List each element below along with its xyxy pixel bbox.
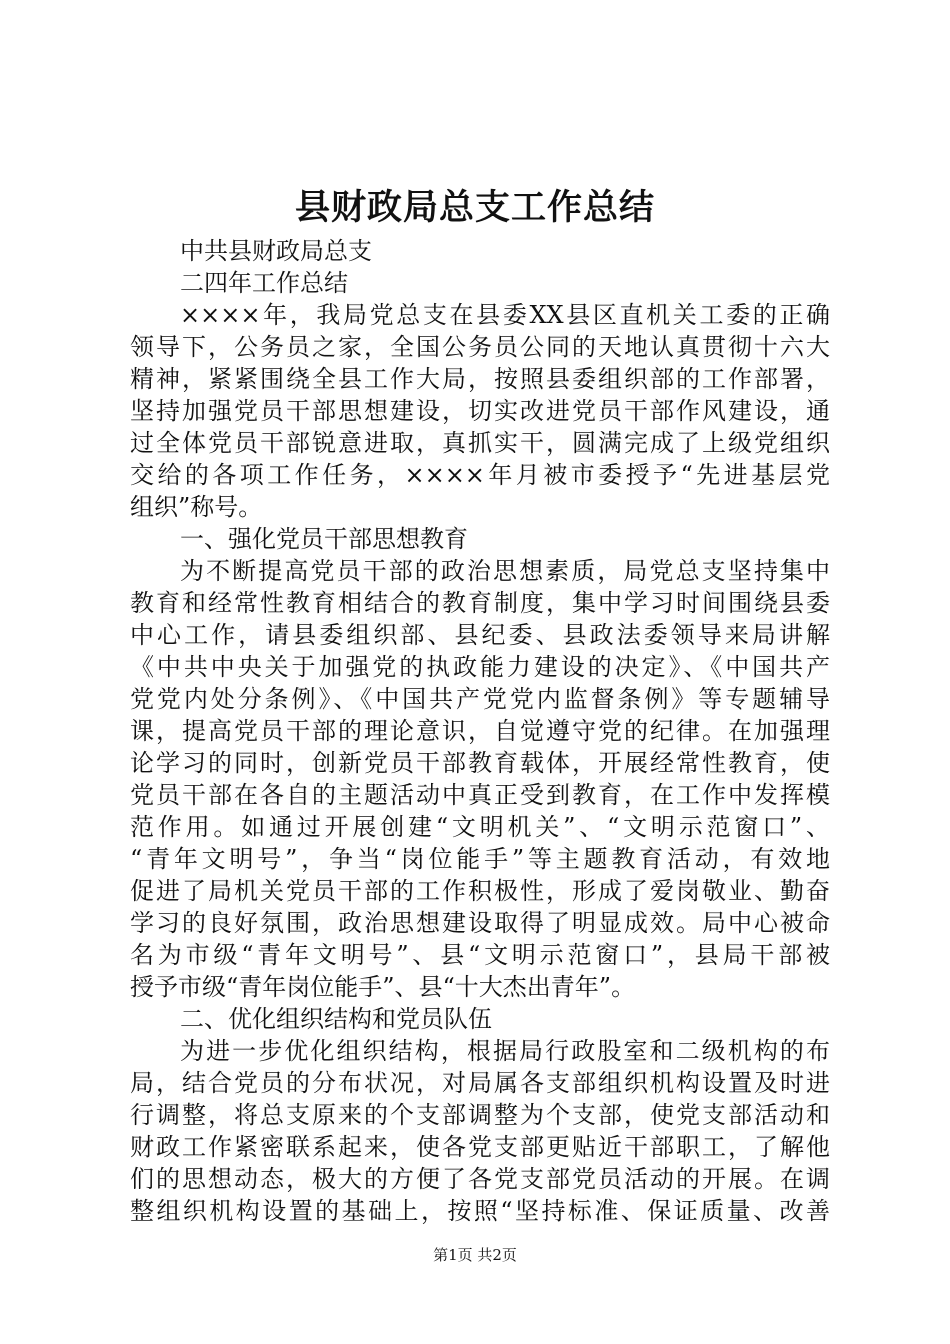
body-line: 中共县财政局总支 — [180, 237, 372, 265]
body-line: 党员干部在各自的主题活动中真正受到教育，在工作中发挥模 — [130, 781, 830, 809]
body-line: 为进一步优化组织结构，根据局行政股室和二级机构的布 — [180, 1037, 830, 1065]
body-line: 教育和经常性教育相结合的教育制度，集中学习时间围绕县委 — [130, 589, 830, 617]
body-line: 整组织机构设置的基础上，按照“坚持标准、保证质量、改善 — [130, 1197, 830, 1225]
body-line: ××××年，我局党总支在县委XX县区直机关工委的正确 — [180, 301, 830, 329]
document-title: 县财政局总支工作总结 — [294, 187, 655, 228]
body-line: 《中共中央关于加强党的执政能力建设的决定》、《中国共产 — [130, 653, 830, 681]
body-line: 精神，紧紧围绕全县工作大局，按照县委组织部的工作部署， — [130, 365, 830, 393]
body-line: 党党内处分条例》、《中国共产党党内监督条例》等专题辅导 — [130, 685, 830, 713]
body-line: 课，提高党员干部的理论意识，自觉遵守党的纪律。在加强理 — [130, 717, 830, 745]
document-body — [130, 235, 830, 1227]
body-line: 中心工作，请县委组织部、县纪委、县政法委领导来局讲解 — [130, 621, 830, 649]
page-number-indicator: 第1页 共2页 — [433, 1246, 517, 1264]
body-line: 们的思想动态，极大的方便了各党支部党员活动的开展。在调 — [130, 1165, 830, 1193]
body-line: 名为市级“青年文明号”、县“文明示范窗口”，县局干部被 — [130, 941, 830, 969]
body-line: 二四年工作总结 — [180, 269, 348, 297]
body-line: 过全体党员干部锐意进取，真抓实干，圆满完成了上级党组织 — [130, 429, 830, 457]
body-line: 范作用。如通过开展创建“文明机关”、“文明示范窗口”、 — [130, 813, 830, 841]
body-line: 行调整，将总支原来的个支部调整为个支部，使党支部活动和 — [130, 1101, 830, 1129]
body-line: 授予市级“青年岗位能手”、县“十大杰出青年”。 — [130, 973, 636, 1001]
body-line: 财政工作紧密联系起来，使各党支部更贴近干部职工，了解他 — [130, 1133, 830, 1161]
body-line: 组织”称号。 — [130, 493, 263, 521]
body-line: 局，结合党员的分布状况，对局属各支部组织机构设置及时进 — [130, 1069, 830, 1097]
body-line: 交给的各项工作任务，××××年月被市委授予“先进基层党 — [130, 461, 830, 489]
body-line: “青年文明号”，争当“岗位能手”等主题教育活动，有效地 — [130, 845, 830, 873]
section-heading: 二、优化组织结构和党员队伍 — [180, 1005, 492, 1033]
body-line: 为不断提高党员干部的政治思想素质，局党总支坚持集中 — [180, 557, 830, 585]
section-heading: 一、强化党员干部思想教育 — [180, 525, 468, 553]
body-line: 学习的良好氛围，政治思想建设取得了明显成效。局中心被命 — [130, 909, 830, 937]
body-line: 领导下，公务员之家，全国公务员公同的天地认真贯彻十六大 — [130, 333, 830, 361]
page-footer — [0, 1244, 950, 1266]
body-line: 论学习的同时，创新党员干部教育载体，开展经常性教育，使 — [130, 749, 830, 777]
body-line: 促进了局机关党员干部的工作积极性，形成了爱岗敬业、勤奋 — [130, 877, 830, 905]
body-line: 坚持加强党员干部思想建设，切实改进党员干部作风建设，通 — [130, 397, 830, 425]
